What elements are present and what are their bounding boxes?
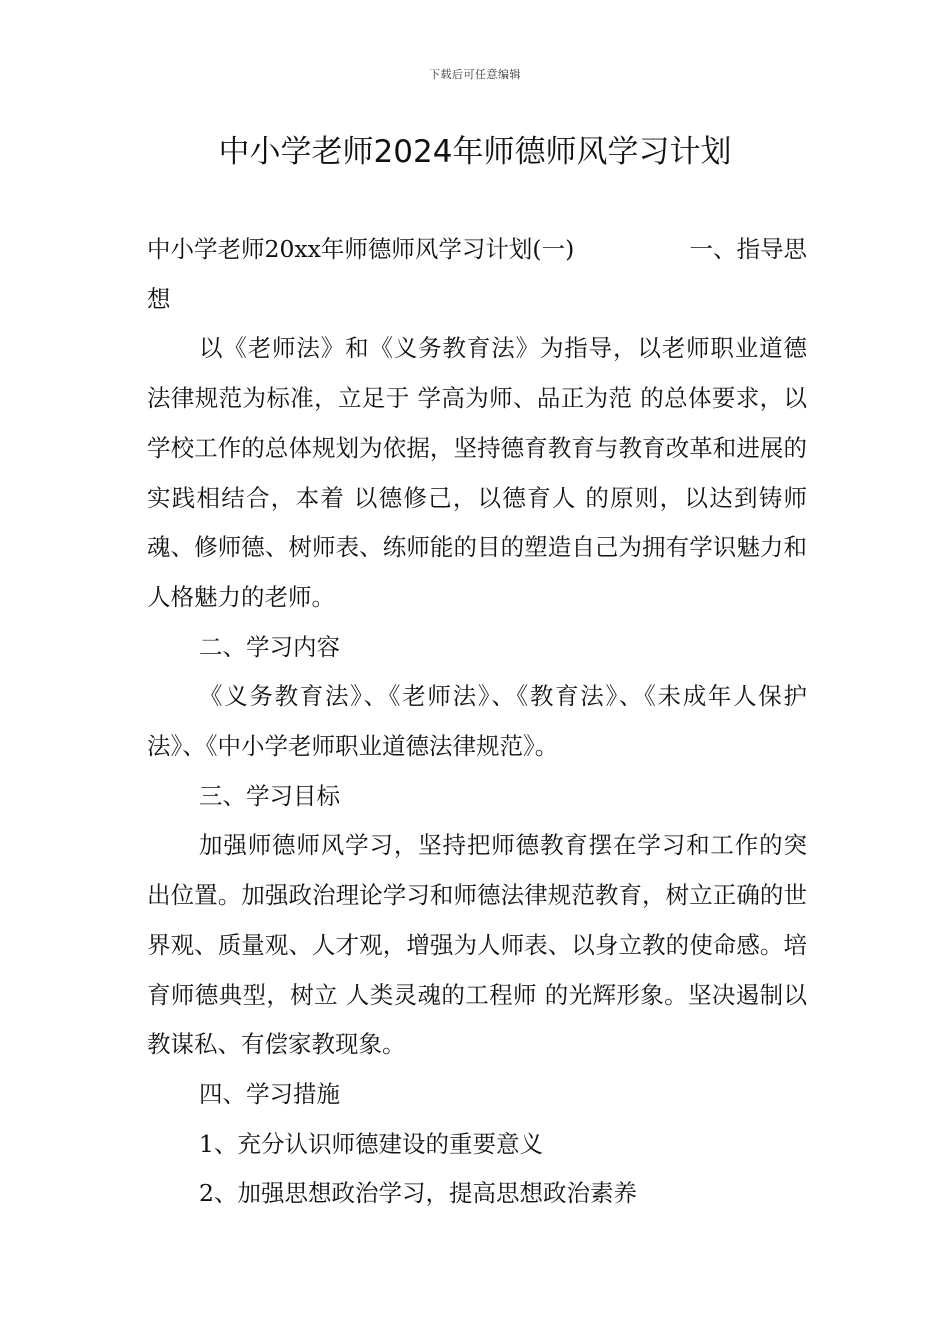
paragraph-guiding: 以《老师法》和《义务教育法》为指导，以老师职业道德法律规范为标准，立足于 学高为师、品正为范 的总体要求，以学校工作的总体规划为依据，坚持德育教育与教育改革和进展的实践相结合，本着 以德修己，以德育人 的原则，以达到铸师魂、修师德、树师表、练师能的目的塑造自己为拥有学识魅力和人格魅力的老师。 (147, 334, 807, 611)
section-heading-content: 二、学习内容 (199, 632, 340, 661)
header-note: 下载后可任意编辑 (429, 68, 521, 81)
document-title: 中小学老师2024年师德师风学习计划 (218, 134, 732, 170)
subtitle-wrap: 想 (147, 284, 171, 313)
subtitle-line (147, 225, 807, 275)
document-body (147, 225, 807, 1219)
section-heading-goal: 三、学习目标 (199, 781, 340, 810)
section-heading-measures: 四、学习措施 (199, 1079, 340, 1108)
section-heading-guiding: 一、指导思 (689, 235, 807, 263)
paragraph-content: 《义务教育法》、《老师法》、《教育法》、《未成年人保护法》、《中小学老师职业道德法律规范》。 (147, 682, 807, 761)
measure-item-2: 2、加强思想政治学习，提高思想政治素养 (199, 1179, 637, 1208)
paragraph-goal: 加强师德师风学习，坚持把师德教育摆在学习和工作的突出位置。加强政治理论学习和师德法律规范教育，树立正确的世界观、质量观、人才观，增强为人师表、以身立教的使命感。培育师德典型，树立 人类灵魂的工程师 的光辉形象。坚决遏制以教谋私、有偿家教现象。 (147, 831, 807, 1059)
subtitle-left: 中小学老师20xx年师德师风学习计划(一) (147, 235, 575, 263)
measure-item-1: 1、充分认识师德建设的重要意义 (199, 1129, 543, 1158)
